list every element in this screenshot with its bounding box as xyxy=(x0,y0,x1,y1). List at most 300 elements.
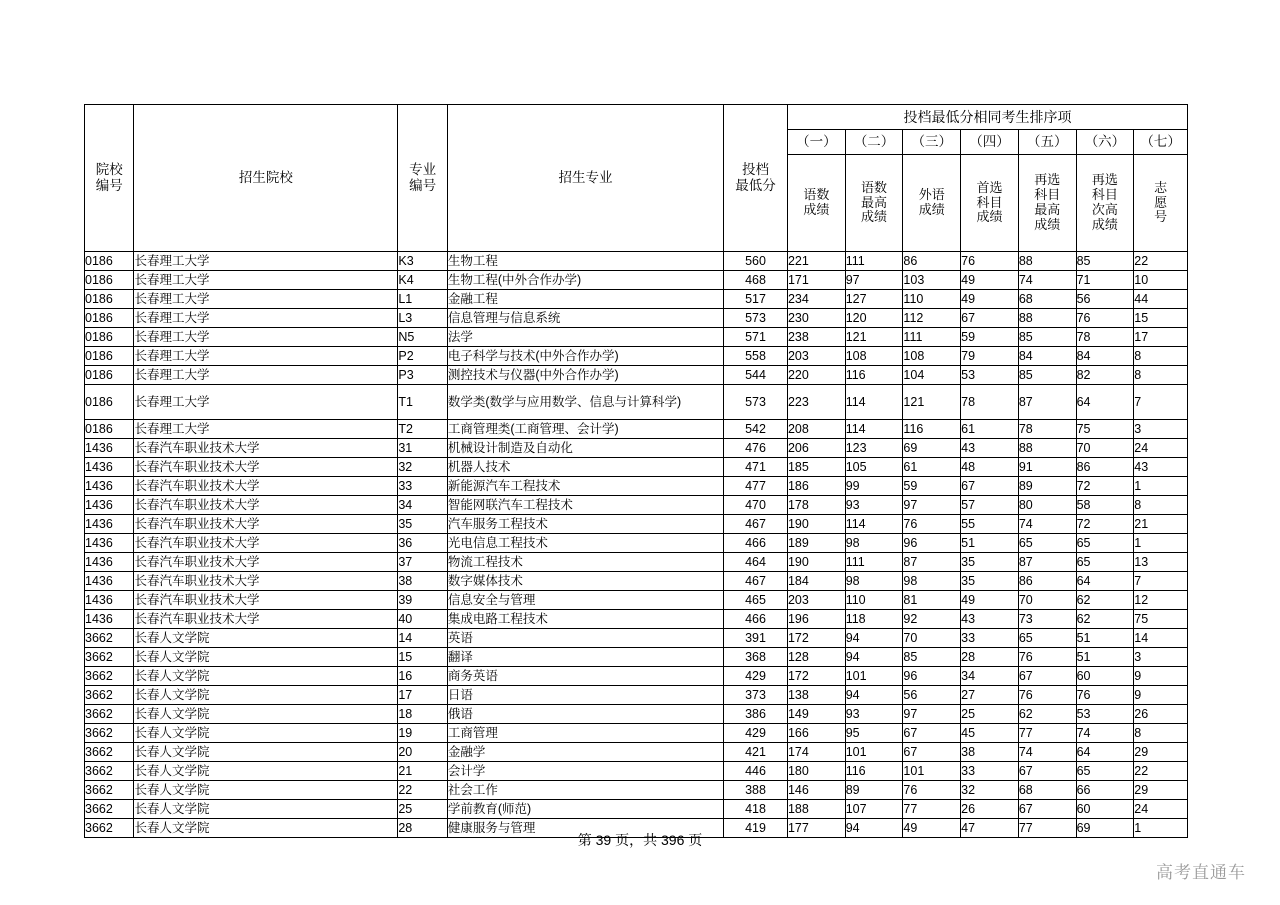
cell-c3: 70 xyxy=(903,629,961,648)
cell-c6: 74 xyxy=(1076,724,1134,743)
cell-c2: 101 xyxy=(845,743,903,762)
table-row xyxy=(85,553,1188,572)
cell-school-name: 长春汽车职业技术大学 xyxy=(134,534,398,553)
header-roman-1: （一） xyxy=(787,130,845,155)
cell-c4: 67 xyxy=(961,477,1019,496)
cell-c2: 110 xyxy=(845,591,903,610)
cell-c3: 112 xyxy=(903,309,961,328)
cell-c1: 172 xyxy=(787,667,845,686)
cell-major-name: 社会工作 xyxy=(447,781,723,800)
cell-c6: 60 xyxy=(1076,800,1134,819)
cell-min-score: 560 xyxy=(724,252,788,271)
cell-c2: 116 xyxy=(845,366,903,385)
cell-c7: 8 xyxy=(1134,366,1188,385)
cell-c5: 65 xyxy=(1018,534,1076,553)
cell-min-score: 418 xyxy=(724,800,788,819)
cell-c1: 177 xyxy=(787,819,845,838)
cell-c2: 95 xyxy=(845,724,903,743)
cell-min-score: 421 xyxy=(724,743,788,762)
cell-c1: 128 xyxy=(787,648,845,667)
cell-school-code: 3662 xyxy=(85,705,134,724)
table-row xyxy=(85,629,1188,648)
page-footer xyxy=(0,830,1280,850)
cell-major-name: 生物工程(中外合作办学) xyxy=(447,271,723,290)
cell-major-code: T2 xyxy=(398,420,447,439)
cell-c1: 208 xyxy=(787,420,845,439)
table-row xyxy=(85,271,1188,290)
table-header xyxy=(85,105,1188,252)
cell-major-code: 32 xyxy=(398,458,447,477)
cell-school-code: 3662 xyxy=(85,781,134,800)
cell-school-code: 0186 xyxy=(85,271,134,290)
cell-c1: 185 xyxy=(787,458,845,477)
cell-major-name: 商务英语 xyxy=(447,667,723,686)
cell-c1: 166 xyxy=(787,724,845,743)
cell-c6: 78 xyxy=(1076,328,1134,347)
cell-major-name: 翻译 xyxy=(447,648,723,667)
header-col-c5: 再选 科目 最高 成绩 xyxy=(1018,155,1076,252)
cell-school-code: 3662 xyxy=(85,629,134,648)
header-roman-5: （五） xyxy=(1018,130,1076,155)
cell-major-name: 集成电路工程技术 xyxy=(447,610,723,629)
cell-c6: 53 xyxy=(1076,705,1134,724)
header-roman-3: （三） xyxy=(903,130,961,155)
cell-c3: 59 xyxy=(903,477,961,496)
cell-min-score: 464 xyxy=(724,553,788,572)
watermark: 高考直通车 xyxy=(1156,863,1246,882)
cell-c1: 206 xyxy=(787,439,845,458)
cell-c7: 29 xyxy=(1134,743,1188,762)
cell-major-code: 31 xyxy=(398,439,447,458)
header-school-code: 院校 编号 xyxy=(85,105,134,252)
cell-major-name: 物流工程技术 xyxy=(447,553,723,572)
header-major-name: 招生专业 xyxy=(447,105,723,252)
cell-c3: 101 xyxy=(903,762,961,781)
cell-school-name: 长春理工大学 xyxy=(134,290,398,309)
cell-c5: 73 xyxy=(1018,610,1076,629)
cell-c2: 107 xyxy=(845,800,903,819)
header-tiebreak-group: 投档最低分相同考生排序项 xyxy=(787,105,1187,130)
cell-school-code: 0186 xyxy=(85,290,134,309)
table-row xyxy=(85,290,1188,309)
cell-c4: 55 xyxy=(961,515,1019,534)
cell-c3: 103 xyxy=(903,271,961,290)
cell-c4: 38 xyxy=(961,743,1019,762)
cell-min-score: 368 xyxy=(724,648,788,667)
cell-min-score: 446 xyxy=(724,762,788,781)
cell-major-code: 36 xyxy=(398,534,447,553)
table-row xyxy=(85,705,1188,724)
cell-c4: 61 xyxy=(961,420,1019,439)
table-row xyxy=(85,385,1188,420)
table-row xyxy=(85,458,1188,477)
admission-score-table xyxy=(84,104,1188,838)
cell-c5: 65 xyxy=(1018,629,1076,648)
cell-c3: 49 xyxy=(903,819,961,838)
cell-c3: 110 xyxy=(903,290,961,309)
cell-school-code: 0186 xyxy=(85,252,134,271)
table-row xyxy=(85,496,1188,515)
header-roman-6: （六） xyxy=(1076,130,1134,155)
cell-school-code: 1436 xyxy=(85,439,134,458)
cell-c6: 65 xyxy=(1076,762,1134,781)
table-row xyxy=(85,591,1188,610)
cell-min-score: 467 xyxy=(724,515,788,534)
header-roman-4: （四） xyxy=(961,130,1019,155)
cell-c2: 94 xyxy=(845,648,903,667)
cell-school-name: 长春汽车职业技术大学 xyxy=(134,496,398,515)
cell-c4: 43 xyxy=(961,439,1019,458)
cell-min-score: 477 xyxy=(724,477,788,496)
cell-school-name: 长春人文学院 xyxy=(134,686,398,705)
cell-c7: 13 xyxy=(1134,553,1188,572)
cell-school-code: 1436 xyxy=(85,477,134,496)
cell-c7: 44 xyxy=(1134,290,1188,309)
cell-c3: 81 xyxy=(903,591,961,610)
table-row xyxy=(85,686,1188,705)
cell-c1: 238 xyxy=(787,328,845,347)
cell-c1: 230 xyxy=(787,309,845,328)
table-row xyxy=(85,743,1188,762)
header-col-c3: 外语 成绩 xyxy=(903,155,961,252)
cell-c5: 88 xyxy=(1018,309,1076,328)
cell-c4: 45 xyxy=(961,724,1019,743)
header-roman-7: （七） xyxy=(1134,130,1188,155)
cell-major-name: 测控技术与仪器(中外合作办学) xyxy=(447,366,723,385)
page-number: 第 39 页，共 396 页 xyxy=(577,832,703,848)
cell-major-code: 39 xyxy=(398,591,447,610)
cell-c6: 56 xyxy=(1076,290,1134,309)
cell-school-name: 长春理工大学 xyxy=(134,328,398,347)
cell-major-name: 信息安全与管理 xyxy=(447,591,723,610)
cell-c3: 61 xyxy=(903,458,961,477)
cell-c4: 49 xyxy=(961,591,1019,610)
cell-c4: 79 xyxy=(961,347,1019,366)
cell-c5: 78 xyxy=(1018,420,1076,439)
cell-school-name: 长春理工大学 xyxy=(134,271,398,290)
cell-c3: 67 xyxy=(903,724,961,743)
cell-c6: 69 xyxy=(1076,819,1134,838)
cell-school-code: 1436 xyxy=(85,553,134,572)
table-row xyxy=(85,648,1188,667)
cell-c2: 94 xyxy=(845,819,903,838)
table-row xyxy=(85,610,1188,629)
cell-c1: 174 xyxy=(787,743,845,762)
cell-c4: 25 xyxy=(961,705,1019,724)
cell-school-name: 长春人文学院 xyxy=(134,819,398,838)
cell-c2: 105 xyxy=(845,458,903,477)
cell-c4: 53 xyxy=(961,366,1019,385)
cell-c7: 7 xyxy=(1134,385,1188,420)
cell-c5: 74 xyxy=(1018,515,1076,534)
cell-c7: 1 xyxy=(1134,819,1188,838)
cell-c6: 84 xyxy=(1076,347,1134,366)
cell-c2: 101 xyxy=(845,667,903,686)
cell-c3: 77 xyxy=(903,800,961,819)
cell-min-score: 573 xyxy=(724,309,788,328)
table-body xyxy=(85,252,1188,838)
table-row xyxy=(85,534,1188,553)
cell-major-code: 37 xyxy=(398,553,447,572)
cell-min-score: 373 xyxy=(724,686,788,705)
cell-c3: 67 xyxy=(903,743,961,762)
cell-c4: 49 xyxy=(961,290,1019,309)
header-min-score: 投档 最低分 xyxy=(724,105,788,252)
cell-c6: 86 xyxy=(1076,458,1134,477)
cell-school-code: 1436 xyxy=(85,515,134,534)
cell-major-name: 英语 xyxy=(447,629,723,648)
cell-major-name: 工商管理 xyxy=(447,724,723,743)
table-row xyxy=(85,800,1188,819)
header-roman-2: （二） xyxy=(845,130,903,155)
cell-school-name: 长春人文学院 xyxy=(134,705,398,724)
cell-c7: 9 xyxy=(1134,667,1188,686)
cell-c3: 76 xyxy=(903,515,961,534)
cell-major-code: 38 xyxy=(398,572,447,591)
table-row xyxy=(85,515,1188,534)
cell-c7: 10 xyxy=(1134,271,1188,290)
cell-c5: 86 xyxy=(1018,572,1076,591)
cell-school-code: 0186 xyxy=(85,366,134,385)
cell-major-code: 22 xyxy=(398,781,447,800)
cell-c3: 69 xyxy=(903,439,961,458)
cell-major-name: 光电信息工程技术 xyxy=(447,534,723,553)
cell-major-code: 28 xyxy=(398,819,447,838)
cell-c4: 59 xyxy=(961,328,1019,347)
cell-c7: 8 xyxy=(1134,347,1188,366)
cell-school-code: 3662 xyxy=(85,743,134,762)
cell-c6: 71 xyxy=(1076,271,1134,290)
cell-school-name: 长春理工大学 xyxy=(134,347,398,366)
cell-c7: 8 xyxy=(1134,724,1188,743)
cell-school-code: 0186 xyxy=(85,309,134,328)
table-row xyxy=(85,439,1188,458)
cell-min-score: 419 xyxy=(724,819,788,838)
cell-c2: 127 xyxy=(845,290,903,309)
cell-c1: 178 xyxy=(787,496,845,515)
cell-c5: 89 xyxy=(1018,477,1076,496)
cell-c1: 186 xyxy=(787,477,845,496)
cell-c5: 62 xyxy=(1018,705,1076,724)
cell-c3: 121 xyxy=(903,385,961,420)
cell-c3: 86 xyxy=(903,252,961,271)
cell-c6: 64 xyxy=(1076,743,1134,762)
cell-c4: 34 xyxy=(961,667,1019,686)
cell-major-name: 电子科学与技术(中外合作办学) xyxy=(447,347,723,366)
cell-c1: 171 xyxy=(787,271,845,290)
cell-major-name: 机器人技术 xyxy=(447,458,723,477)
cell-c4: 57 xyxy=(961,496,1019,515)
cell-school-name: 长春理工大学 xyxy=(134,309,398,328)
header-col-c7: 志 愿 号 xyxy=(1134,155,1188,252)
cell-major-name: 数字媒体技术 xyxy=(447,572,723,591)
cell-c1: 189 xyxy=(787,534,845,553)
cell-c2: 94 xyxy=(845,629,903,648)
cell-c4: 76 xyxy=(961,252,1019,271)
cell-c7: 22 xyxy=(1134,252,1188,271)
cell-school-name: 长春汽车职业技术大学 xyxy=(134,610,398,629)
header-row-group xyxy=(85,105,1188,130)
cell-c7: 26 xyxy=(1134,705,1188,724)
cell-school-code: 3662 xyxy=(85,648,134,667)
cell-c1: 221 xyxy=(787,252,845,271)
table-row xyxy=(85,477,1188,496)
cell-c3: 96 xyxy=(903,667,961,686)
table-row xyxy=(85,667,1188,686)
header-school-name: 招生院校 xyxy=(134,105,398,252)
cell-c5: 91 xyxy=(1018,458,1076,477)
cell-school-code: 1436 xyxy=(85,610,134,629)
cell-c5: 85 xyxy=(1018,328,1076,347)
cell-school-code: 3662 xyxy=(85,667,134,686)
cell-school-name: 长春汽车职业技术大学 xyxy=(134,572,398,591)
cell-c5: 68 xyxy=(1018,290,1076,309)
cell-c5: 84 xyxy=(1018,347,1076,366)
header-major-code: 专业 编号 xyxy=(398,105,447,252)
cell-min-score: 468 xyxy=(724,271,788,290)
cell-c2: 111 xyxy=(845,252,903,271)
cell-c1: 172 xyxy=(787,629,845,648)
table-row xyxy=(85,309,1188,328)
cell-c5: 87 xyxy=(1018,385,1076,420)
cell-major-name: 工商管理类(工商管理、会计学) xyxy=(447,420,723,439)
table-row xyxy=(85,347,1188,366)
cell-c3: 76 xyxy=(903,781,961,800)
cell-c2: 114 xyxy=(845,515,903,534)
cell-major-code: 16 xyxy=(398,667,447,686)
cell-c1: 190 xyxy=(787,553,845,572)
cell-c6: 66 xyxy=(1076,781,1134,800)
cell-major-code: K4 xyxy=(398,271,447,290)
cell-major-name: 日语 xyxy=(447,686,723,705)
cell-min-score: 465 xyxy=(724,591,788,610)
cell-school-code: 3662 xyxy=(85,819,134,838)
cell-c4: 28 xyxy=(961,648,1019,667)
cell-major-name: 汽车服务工程技术 xyxy=(447,515,723,534)
cell-major-code: 40 xyxy=(398,610,447,629)
header-col-c1: 语数 成绩 xyxy=(787,155,845,252)
cell-c7: 1 xyxy=(1134,534,1188,553)
cell-c5: 85 xyxy=(1018,366,1076,385)
cell-school-code: 3662 xyxy=(85,800,134,819)
cell-c5: 70 xyxy=(1018,591,1076,610)
cell-school-name: 长春人文学院 xyxy=(134,667,398,686)
cell-major-code: 17 xyxy=(398,686,447,705)
cell-c5: 67 xyxy=(1018,667,1076,686)
cell-c1: 203 xyxy=(787,591,845,610)
cell-major-code: L1 xyxy=(398,290,447,309)
cell-min-score: 471 xyxy=(724,458,788,477)
cell-c7: 24 xyxy=(1134,439,1188,458)
cell-c3: 108 xyxy=(903,347,961,366)
cell-c1: 234 xyxy=(787,290,845,309)
cell-c6: 62 xyxy=(1076,591,1134,610)
cell-school-name: 长春汽车职业技术大学 xyxy=(134,439,398,458)
cell-c2: 118 xyxy=(845,610,903,629)
cell-c7: 75 xyxy=(1134,610,1188,629)
cell-school-name: 长春人文学院 xyxy=(134,762,398,781)
cell-c6: 64 xyxy=(1076,385,1134,420)
cell-major-code: 34 xyxy=(398,496,447,515)
cell-c7: 14 xyxy=(1134,629,1188,648)
cell-c5: 74 xyxy=(1018,743,1076,762)
cell-major-name: 信息管理与信息系统 xyxy=(447,309,723,328)
cell-c4: 49 xyxy=(961,271,1019,290)
table-row xyxy=(85,366,1188,385)
cell-school-name: 长春人文学院 xyxy=(134,629,398,648)
cell-c1: 184 xyxy=(787,572,845,591)
cell-c4: 43 xyxy=(961,610,1019,629)
cell-c6: 72 xyxy=(1076,515,1134,534)
table-row xyxy=(85,420,1188,439)
cell-c5: 67 xyxy=(1018,762,1076,781)
cell-school-name: 长春理工大学 xyxy=(134,420,398,439)
cell-school-name: 长春人文学院 xyxy=(134,743,398,762)
cell-c1: 149 xyxy=(787,705,845,724)
cell-c2: 93 xyxy=(845,705,903,724)
cell-min-score: 573 xyxy=(724,385,788,420)
cell-major-code: 33 xyxy=(398,477,447,496)
cell-school-code: 1436 xyxy=(85,496,134,515)
table-row xyxy=(85,762,1188,781)
cell-c2: 98 xyxy=(845,572,903,591)
cell-c4: 33 xyxy=(961,629,1019,648)
cell-c6: 51 xyxy=(1076,648,1134,667)
cell-major-name: 金融学 xyxy=(447,743,723,762)
cell-min-score: 467 xyxy=(724,572,788,591)
cell-c7: 7 xyxy=(1134,572,1188,591)
cell-min-score: 571 xyxy=(724,328,788,347)
cell-major-name: 俄语 xyxy=(447,705,723,724)
cell-school-name: 长春汽车职业技术大学 xyxy=(134,515,398,534)
cell-c5: 77 xyxy=(1018,819,1076,838)
cell-school-name: 长春人文学院 xyxy=(134,648,398,667)
cell-c5: 76 xyxy=(1018,648,1076,667)
cell-school-code: 3662 xyxy=(85,724,134,743)
cell-c2: 108 xyxy=(845,347,903,366)
cell-c3: 87 xyxy=(903,553,961,572)
cell-major-name: 学前教育(师范) xyxy=(447,800,723,819)
cell-school-name: 长春人文学院 xyxy=(134,800,398,819)
table-row xyxy=(85,252,1188,271)
cell-major-code: 25 xyxy=(398,800,447,819)
cell-c6: 75 xyxy=(1076,420,1134,439)
cell-school-name: 长春人文学院 xyxy=(134,724,398,743)
cell-c3: 96 xyxy=(903,534,961,553)
table-row xyxy=(85,572,1188,591)
cell-min-score: 429 xyxy=(724,724,788,743)
cell-c7: 43 xyxy=(1134,458,1188,477)
cell-c1: 220 xyxy=(787,366,845,385)
cell-c6: 72 xyxy=(1076,477,1134,496)
cell-c3: 97 xyxy=(903,705,961,724)
cell-c6: 60 xyxy=(1076,667,1134,686)
header-col-c6: 再选 科目 次高 成绩 xyxy=(1076,155,1134,252)
cell-major-code: K3 xyxy=(398,252,447,271)
cell-c6: 82 xyxy=(1076,366,1134,385)
header-col-c4: 首选 科目 成绩 xyxy=(961,155,1019,252)
cell-c5: 74 xyxy=(1018,271,1076,290)
cell-c4: 47 xyxy=(961,819,1019,838)
cell-c4: 26 xyxy=(961,800,1019,819)
cell-school-code: 3662 xyxy=(85,762,134,781)
cell-c4: 32 xyxy=(961,781,1019,800)
table-row xyxy=(85,781,1188,800)
cell-c2: 97 xyxy=(845,271,903,290)
cell-c1: 138 xyxy=(787,686,845,705)
cell-c6: 58 xyxy=(1076,496,1134,515)
cell-major-code: 20 xyxy=(398,743,447,762)
